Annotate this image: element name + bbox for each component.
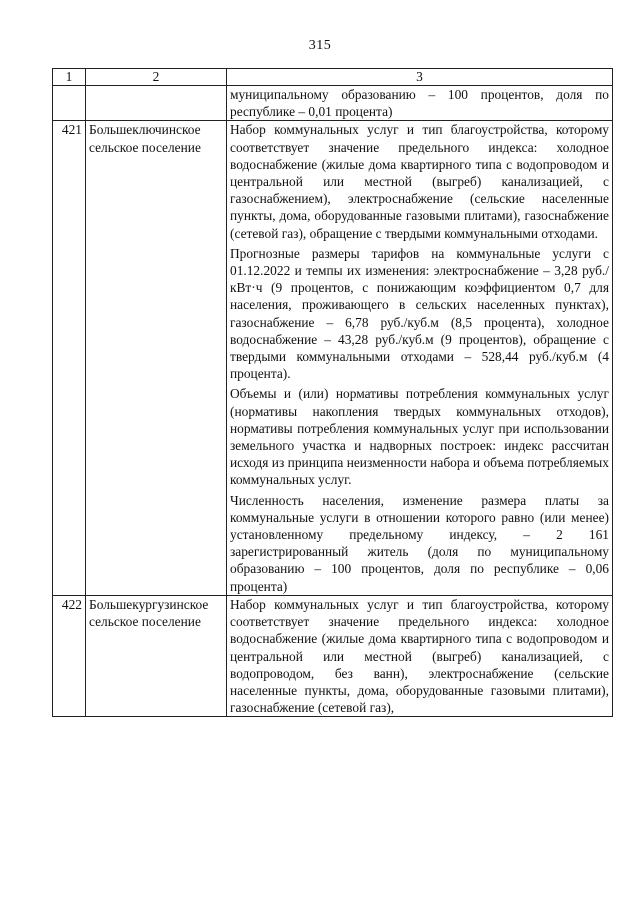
continuation-paragraph: муниципальному образованию – 100 процентов, доля по республике – 0,01 процента) [230, 87, 609, 120]
continuation-num-cell [53, 86, 86, 121]
table-row [53, 595, 613, 716]
column-header-2: 2 [86, 69, 227, 86]
row-number: 422 [53, 595, 86, 716]
description-paragraph: Численность населения, изменение размера платы за коммунальные услуги в отношении которого равно (или менее) установленному предельному индексу, – 2 161 зарегистрированный житель (доля по муниципальному образованию – 100 процентов, доля по республике – 0,06 процента) [230, 492, 609, 594]
description-paragraph: Объемы и (или) нормативы потребления коммунальных услуг (нормативы накопления твердых коммунальных отходов), нормативы потребления коммунальных услуг при использовании земельного участка и надворных построек: индекс рассчитан исходя из принципа неизменности набора и объема потребляемых коммунальных услуг. [230, 386, 609, 488]
settlement-name: Большеключинское сельское поселение [86, 121, 227, 595]
row-description [227, 595, 613, 716]
continuation-name-cell [86, 86, 227, 121]
description-paragraph: Прогнозные размеры тарифов на коммунальные услуги с 01.12.2022 и темпы их изменения: электроснабжение – 3,28 руб./кВт·ч (9 процентов, с понижающим коэффициентом 0,7 для населения, проживающего в сельских населенных пунктах), газоснабжение – 6,78 руб./куб.м (8,5 процента), холодное водоснабжение – 43,28 руб./куб.м (9 процентов), обращение с твердыми коммунальными отходами – 528,44 руб./куб.м (4 процента). [230, 245, 609, 382]
row-number: 421 [53, 121, 86, 595]
settlement-name: Большекургузинское сельское поселение [86, 595, 227, 716]
row-description [227, 121, 613, 595]
column-header-3: 3 [227, 69, 613, 86]
description-paragraph: Набор коммунальных услуг и тип благоустройства, которому соответствует значение предельного индекса: холодное водоснабжение (жилые дома квартирного типа с водопроводом и центральной или местной (выгреб) канализацией, с газоснабжением), электроснабжение (сельские населенные пункты, дома, оборудованные газовыми плитами), газоснабжение (сетевой газ), обращение с твердыми коммунальными отходами. [230, 122, 609, 241]
table-header-row [53, 69, 613, 86]
page-number: 315 [308, 38, 332, 53]
column-header-1: 1 [53, 69, 86, 86]
continuation-row [53, 86, 613, 121]
tariff-table [52, 68, 613, 717]
continuation-text-cell [227, 86, 613, 121]
description-paragraph: Набор коммунальных услуг и тип благоустройства, которому соответствует значение предельного индекса: холодное водоснабжение (жилые дома квартирного типа с водопроводом и центральной или местной (выгреб) канализацией, с водопроводом, без ванн), электроснабжение (сельские населенные пункты, дома, оборудованные газовыми плитами), газоснабжение (сетевой газ), [230, 596, 609, 716]
table-row [53, 121, 613, 595]
